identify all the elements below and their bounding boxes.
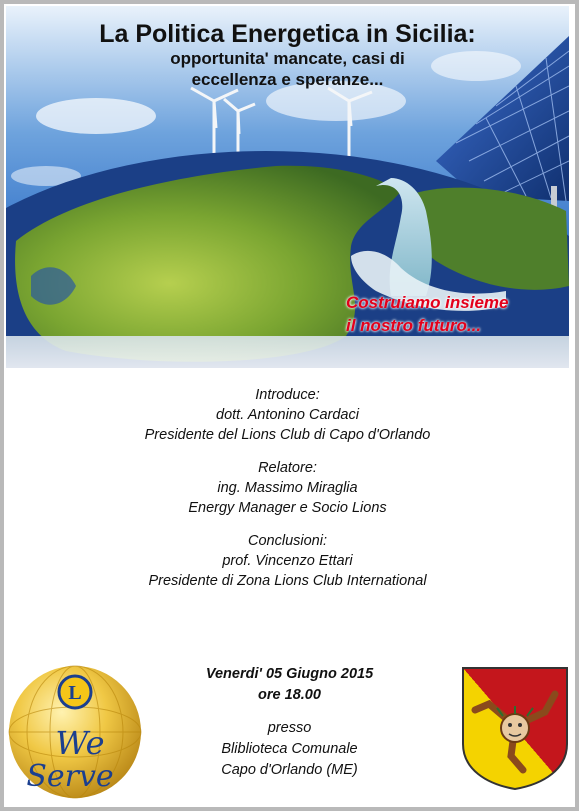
- introduce-name: dott. Antonino Cardaci: [216, 407, 359, 423]
- lions-globe-icon: [6, 662, 144, 802]
- event-date: Venerdi' 05 Giugno 2015: [205, 666, 374, 682]
- speakers-section: [6, 385, 569, 604]
- svg-text:Serve: Serve: [26, 759, 114, 794]
- svg-text:We: We: [55, 724, 105, 762]
- lions-we-serve-logo: [6, 662, 144, 807]
- trinacria-icon: [459, 664, 571, 792]
- conclusioni-role: Presidente di Zona Lions Club International: [148, 573, 427, 589]
- event-venue: Bliblioteca Comunale: [221, 741, 358, 757]
- hero-image: [6, 6, 569, 368]
- title-line-2: opportunita' mancate, casi di: [170, 49, 405, 68]
- slogan-line-1: Costruiamo insieme: [346, 293, 509, 312]
- svg-text:L: L: [68, 682, 82, 704]
- relatore-name: ing. Massimo Miraglia: [217, 480, 358, 496]
- relatore-label: Relatore:: [258, 460, 317, 476]
- event-city: Capo d'Orlando (ME): [221, 762, 358, 778]
- sicily-coat-of-arms: [459, 664, 571, 797]
- conclusioni-block: [6, 531, 569, 591]
- conclusioni-label: Conclusioni:: [248, 533, 327, 549]
- conclusioni-name: prof. Vincenzo Ettari: [222, 553, 353, 569]
- event-presso: presso: [267, 720, 312, 736]
- title-line-1: La Politica Energetica in Sicilia:: [99, 20, 476, 48]
- relatore-block: [6, 458, 569, 518]
- slogan-line-2: il nostro futuro...: [346, 316, 482, 335]
- relatore-role: Energy Manager e Socio Lions: [188, 500, 387, 516]
- event-time: ore 18.00: [258, 687, 321, 703]
- poster-title: [6, 20, 569, 90]
- introduce-role: Presidente del Lions Club di Capo d'Orlando: [144, 427, 431, 443]
- introduce-block: [6, 385, 569, 445]
- slogan: [346, 291, 509, 337]
- introduce-label: Introduce:: [255, 387, 320, 403]
- title-line-3: eccellenza e speranze...: [191, 70, 384, 89]
